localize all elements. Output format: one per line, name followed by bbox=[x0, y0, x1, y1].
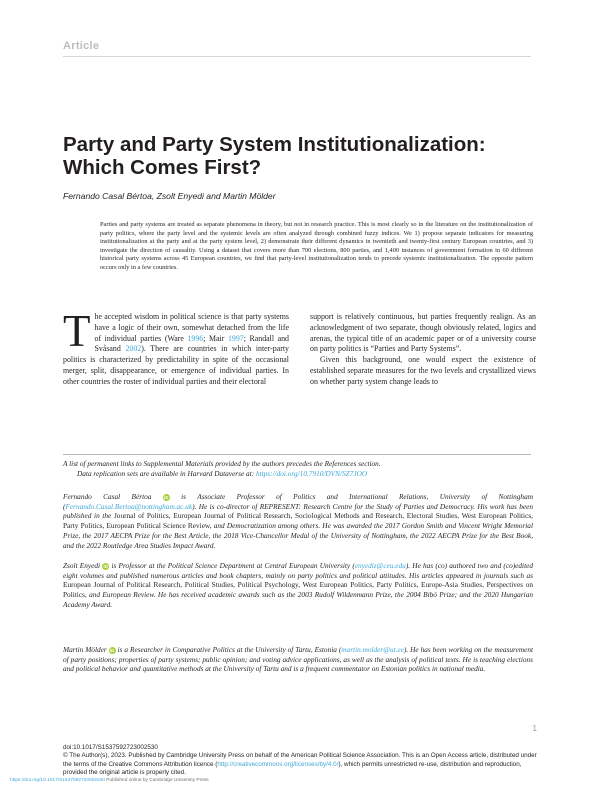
body-text: ; Mair bbox=[203, 333, 228, 343]
doi-link[interactable]: https://doi.org/10.1017/S1537592723002530 bbox=[10, 778, 105, 783]
bio-author-name: Fernando Casal Bértoa bbox=[63, 492, 152, 501]
bio-author-name: Martin Mölder bbox=[63, 645, 107, 654]
bio-author-name: Zsolt Enyedi bbox=[63, 561, 101, 570]
email-link[interactable]: martin.molder@ut.ee bbox=[341, 645, 404, 654]
abstract: Parties and party systems are treated as separate phenomena in theory, but not in research practice. This is most clearly so in the literature on the institutionalization of party politics, where the party level and the systemic levels are often analyzed through combined fuzzy indices. We 1) propose separate indicators for measuring institutionalization at the party and at the party system level, 2) demonstrate their different dynamics in twentieth and twenty-first century European countries, and 3) investigate the direction of causality. Using a dataset that covers more than 700 elections, 800 parties, and 1,400 instances of government formation in 60 different historical party systems across 45 European countries, we find that party-level institutionalization tends to precede systemic institutionalization. The opposite pattern occurs only in a few countries. bbox=[100, 221, 533, 271]
drop-cap: T bbox=[63, 306, 91, 356]
supplementary-line: A list of permanent links to Supplemental Materials provided by the authors precedes the References section. bbox=[63, 459, 381, 468]
data-replication-line: Data replication sets are available in Harvard Dataverse at: https://doi.org/10.7910/DVN/SZ7JOO bbox=[77, 468, 368, 478]
article-title: Party and Party System Institutionalization: Which Comes First? bbox=[63, 133, 486, 179]
copyright-text: © The Author(s), 2023. Published by Cambridge University Press on behalf of the American Political Science Association. This is an Open Access article, distributed under the terms of the Creative Commons Attribution licence (http://creativecommons.org/licenses/by/4.0/), which permits unrestricted re-use, distribution and reproduction, provided the original article is properly cited. bbox=[63, 752, 537, 777]
body-column-left bbox=[63, 306, 289, 388]
body-text: he accepted wisdom in political science is that party systems have a logic of their own, somewhat detached from the life of individual parties (Ware bbox=[94, 312, 289, 343]
email-link[interactable]: enyediz@ceu.edu bbox=[354, 561, 406, 570]
citation-link[interactable]: 2002 bbox=[125, 344, 142, 354]
body-paragraph: Given this background, one would expect the existence of established separate measures for the two levels and crystallized views on whether party system change leads to bbox=[310, 355, 536, 386]
online-publication-strip: https://doi.org/10.1017/S1537592723002530 Published online by Cambridge University Press bbox=[10, 778, 209, 783]
section-label: Article bbox=[63, 40, 100, 52]
body-column-right bbox=[310, 312, 536, 388]
body-text: ; Randall and Svåsand bbox=[94, 333, 289, 354]
orcid-icon[interactable]: iD bbox=[109, 648, 115, 653]
section-divider bbox=[63, 454, 531, 455]
author-bio-enyedi: Zsolt Enyedi iD is Professor at the Political Science Department at Central European University (enyediz@ceu.edu). He has (co) authored two and (co)edited eight volumes and published numerous articles and book chapters, mainly on party politics and political attitudes. His articles appeared in journals such as European Journal of Political Research, Political Studies, Political Psychology, West European Politics, Party Politics, Europe-Asia Studies, Perspectives on Politics, and European Review. He has received academic awards such as the 2003 Rudolf Wildenmann Prize, the 2004 Bibó Prize; and the 2020 Hungarian Academy Award. bbox=[63, 561, 533, 609]
supplementary-note bbox=[63, 459, 533, 478]
page-number: 1 bbox=[532, 724, 537, 733]
doi-text: doi:10.1017/S1537592723002530 bbox=[63, 744, 158, 751]
license-link[interactable]: http://creativecommons.org/licenses/by/4.0/ bbox=[217, 760, 339, 768]
citation-link[interactable]: 1997 bbox=[227, 333, 244, 343]
footer-license bbox=[63, 744, 543, 778]
citation-link[interactable]: 1996 bbox=[187, 333, 204, 343]
body-text: ). There are countries in which inter-party politics is characterized by predictability in spite of the occasional merger, split, disappearance, or emergence of individual parties. In other countries the roster of individual parties and their electoral bbox=[63, 344, 289, 386]
body-paragraph: support is relatively continuous, but parties frequently realign. As an acknowledgment of two separate, though obviously related, logics and arenas, the typical title of an academic paper or of a university course on party politics is “Parties and Party Systems”. bbox=[310, 312, 536, 354]
orcid-icon[interactable]: iD bbox=[103, 564, 109, 569]
header-rule bbox=[63, 56, 531, 57]
dataverse-link[interactable]: https://doi.org/10.7910/DVN/SZ7JOO bbox=[255, 468, 368, 478]
author-bio-casal-bertoa: Fernando Casal Bértoa iD is Associate Professor of Politics and International Relations, University of Nottingham (Fernando.Casal.Bertoa@nottingham.ac.uk). He is co-director of REPRESENT: Research Centre for the Study of Parties and Democracy. His work has been published in the Journal of Politics, European Journal of Political Research, Sociological Methods and Research, Electoral Studies, West European Politics, Party Politics, European Political Science Review, and Democratization among others. He was awarded the 2017 Gordon Smith and Vincent Wright Memorial Prize, the 2017 AECPA Prize for the Best Article, the 2018 Vice-Chancellor Medal of the University of Nottingham, the 2022 AECPA Prize for the Best Book, and the 2022 Routledge Area Studies Impact Award. bbox=[63, 492, 533, 550]
author-bio-molder: Martin Mölder iD is a Researcher in Comparative Politics at the University of Tartu, Estonia (martin.molder@ut.ee). He has been working on the measurement of party positions; properties of party systems; public opinion; and voting advice applications, as well as the analysis of political texts. He is teaching elections and political behavior and quantitative methods at the University of Tartu and is a frequent commentator on Estonian politics in national media. bbox=[63, 645, 534, 674]
email-link[interactable]: Fernando.Casal.Bertoa@nottingham.ac.uk bbox=[65, 501, 193, 511]
author-list: Fernando Casal Bértoa, Zsolt Enyedi and Martin Mölder bbox=[63, 191, 276, 201]
orcid-icon[interactable]: iD bbox=[164, 495, 169, 500]
